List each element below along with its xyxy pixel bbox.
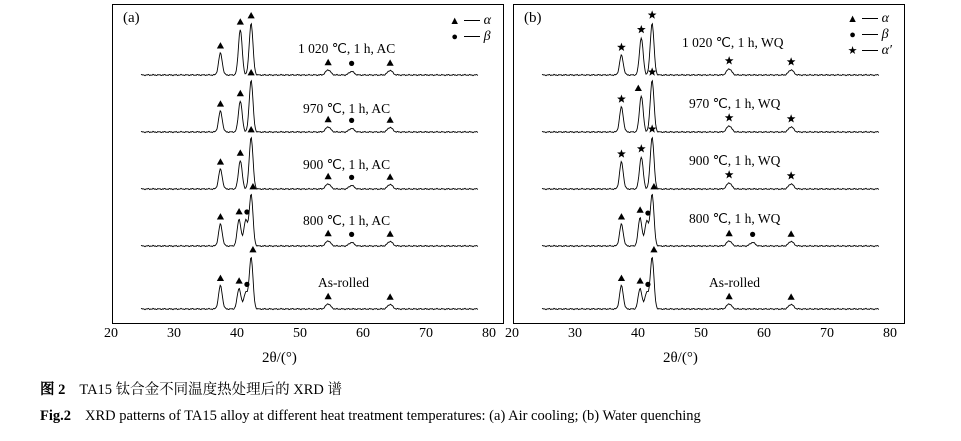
x-tick-b-5: 70 [820, 326, 834, 341]
x-tick-a-0: 20 [104, 326, 118, 341]
panel-a-label: (a) [123, 10, 140, 26]
curve-label-a-2: 900 ℃, 1 h, AC [303, 157, 391, 172]
legend-line [464, 36, 480, 37]
x-tick-a-2: 40 [230, 326, 244, 341]
caption-english-label: Fig.2 [40, 408, 72, 424]
caption-english [40, 408, 701, 425]
curve-label-b-0: 1 020 ℃, 1 h, WQ [682, 35, 784, 50]
x-tick-b-6: 80 [883, 326, 897, 341]
panel-a [104, 4, 504, 366]
caption-english-text: XRD patterns of TA15 alloy at different heat treatment temperatures: (a) Air cooling; (b) Water quenching [85, 408, 701, 424]
curve-label-b-4: As-rolled [709, 275, 760, 290]
x-tick-b-4: 60 [757, 326, 771, 341]
legend-label-alpha-prime: α′ [881, 43, 892, 58]
curve-label-a-3: 800 ℃, 1 h, AC [303, 213, 391, 228]
star-icon: ★ [847, 45, 858, 57]
legend-line [862, 18, 878, 19]
x-axis-title-a-text: 2θ/(°) [262, 350, 297, 366]
x-tick-a-3: 50 [293, 326, 307, 341]
legend-label-alpha: α [483, 13, 491, 28]
triangle-icon: ▲ [449, 15, 461, 27]
caption-chinese-text: TA15 钛合金不同温度热处理后的 XRD 谱 [79, 382, 343, 398]
curve-label-a-1: 970 ℃, 1 h, AC [303, 101, 391, 116]
x-axis-title-b-text: 2θ/(°) [663, 350, 698, 366]
x-tick-a-1: 30 [167, 326, 181, 341]
circle-icon: ● [451, 31, 458, 43]
curve-label-a-4: As-rolled [318, 275, 369, 290]
x-tick-b-1: 30 [568, 326, 582, 341]
triangle-icon: ▲ [847, 13, 859, 25]
legend-item-beta [846, 27, 892, 43]
panel-b [505, 4, 905, 366]
legend-item-alpha-prime [846, 43, 892, 59]
x-tick-a-5: 70 [419, 326, 433, 341]
x-tick-b-2: 40 [631, 326, 645, 341]
x-axis-title-a [262, 350, 297, 367]
legend-item-alpha [448, 13, 491, 29]
panel-b-plot-box [513, 4, 905, 324]
circle-icon: ● [849, 29, 856, 41]
legend-label-alpha: α [881, 11, 889, 26]
curve-label-a-0: 1 020 ℃, 1 h, AC [298, 41, 396, 56]
legend-item-beta [448, 29, 491, 45]
panel-b-legend [846, 11, 892, 59]
x-axis-title-b [663, 350, 698, 367]
legend-line [862, 50, 878, 51]
panel-a-legend [448, 13, 491, 45]
panel-b-label: (b) [524, 10, 542, 26]
legend-line [464, 20, 480, 21]
curve-label-b-2: 900 ℃, 1 h, WQ [689, 153, 781, 168]
legend-item-alpha [846, 11, 892, 27]
x-tick-b-3: 50 [694, 326, 708, 341]
caption-chinese-label: 图 2 [40, 382, 66, 398]
curve-label-b-1: 970 ℃, 1 h, WQ [689, 96, 781, 111]
x-tick-a-6: 80 [482, 326, 496, 341]
x-tick-b-0: 20 [505, 326, 519, 341]
legend-label-beta: β [483, 29, 491, 44]
x-tick-a-4: 60 [356, 326, 370, 341]
caption-chinese [40, 378, 342, 399]
panel-a-plot-box [112, 4, 504, 324]
legend-line [862, 34, 878, 35]
legend-label-beta: β [881, 27, 889, 42]
curve-label-b-3: 800 ℃, 1 h, WQ [689, 211, 781, 226]
